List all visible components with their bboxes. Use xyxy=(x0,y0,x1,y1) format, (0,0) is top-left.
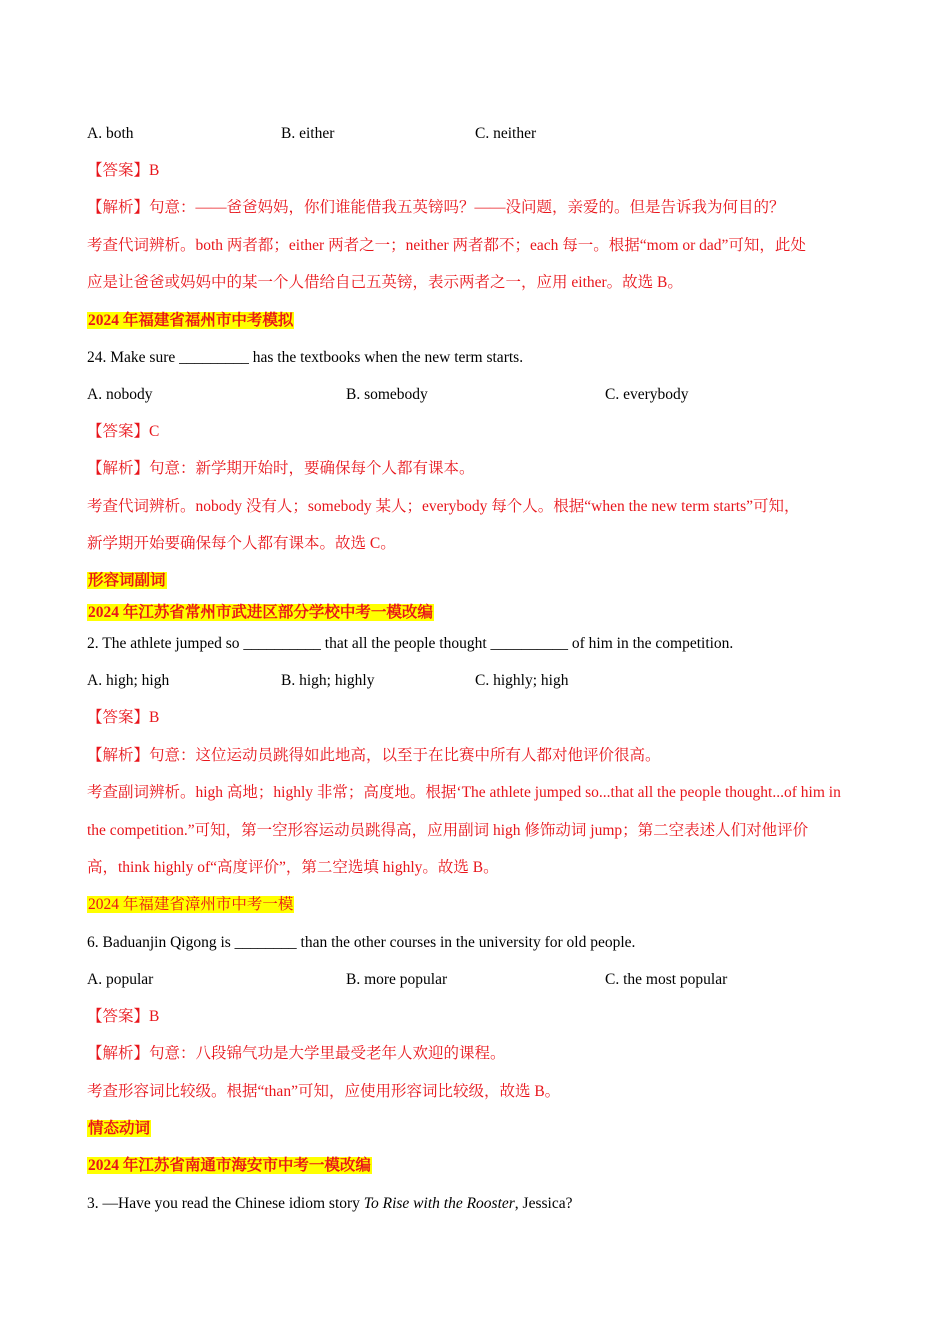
source-heading: 2024 年江苏省南通市海安市中考一模改编 xyxy=(88,1157,371,1174)
analysis-line: 【解析】句意：新学期开始时，要确保每个人都有课本。 xyxy=(87,460,475,477)
option-a: A. popular xyxy=(87,971,154,988)
option-a: A. both xyxy=(87,125,134,142)
analysis-line: 【解析】句意：——爸爸妈妈，你们谁能借我五英镑吗？——没问题，亲爱的。但是告诉我为何目的？ xyxy=(87,199,785,216)
source-heading: 2024 年福建省福州市中考模拟 xyxy=(88,312,294,329)
option-c: C. highly; high xyxy=(475,672,569,689)
option-b: B. somebody xyxy=(346,386,428,403)
option-c: C. everybody xyxy=(605,386,689,403)
question-stem: 24. Make sure _________ has the textbooks when the new term starts. xyxy=(87,349,524,366)
question-stem: 2. The athlete jumped so __________ that all the people thought __________ of him in the competition. xyxy=(87,635,734,652)
analysis-line: 【解析】句意：八段锦气功是大学里最受老年人欢迎的课程。 xyxy=(87,1045,506,1062)
options-row xyxy=(87,969,867,991)
analysis-line: 高，think highly of“高度评价”，第二空选填 highly。故选 B。 xyxy=(87,859,499,876)
source-heading: 2024 年江苏省常州市武进区部分学校中考一模改编 xyxy=(88,604,433,621)
answer-label: 【答案】B xyxy=(87,1008,160,1025)
option-c: C. neither xyxy=(475,125,537,142)
option-a: A. high; high xyxy=(87,672,170,689)
analysis-line: 新学期开始要确保每个人都有课本。故选 C。 xyxy=(87,535,396,552)
analysis-line: 考查代词辨析。both 两者都；either 两者之一；neither 两者都不；each 每一。根据“mom or dad”可知，此处 xyxy=(87,237,806,254)
option-b: B. either xyxy=(281,125,335,142)
source-heading: 2024 年福建省漳州市中考一模 xyxy=(88,896,294,913)
answer-label: 【答案】C xyxy=(87,423,160,440)
analysis-line: 考查代词辨析。nobody 没有人；somebody 某人；everybody 每个人。根据“when the new term starts”可知， xyxy=(87,498,800,515)
answer-label: 【答案】B xyxy=(87,709,160,726)
option-a: A. nobody xyxy=(87,386,153,403)
question-stem: 3. —Have you read the Chinese idiom story To Rise with the Rooster, Jessica? xyxy=(87,1195,573,1212)
option-c: C. the most popular xyxy=(605,971,728,988)
options-row xyxy=(87,670,867,692)
section-heading: 情态动词 xyxy=(88,1120,151,1137)
question-stem: 6. Baduanjin Qigong is ________ than the other courses in the university for old people. xyxy=(87,934,636,951)
section-heading: 形容词副词 xyxy=(88,572,166,589)
idiom-title: To Rise with the Rooster xyxy=(363,1195,515,1212)
analysis-line: 考查副词辨析。high 高地；highly 非常；高度地。根据‘The athlete jumped so...that all the people thought...of him in xyxy=(87,784,841,801)
analysis-line: the competition.”可知，第一空形容运动员跳得高，应用副词 high 修饰动词 jump；第二空表述人们对他评价 xyxy=(87,822,809,839)
analysis-line: 【解析】句意：这位运动员跳得如此地高，以至于在比赛中所有人都对他评价很高。 xyxy=(87,747,661,764)
answer-label: 【答案】B xyxy=(87,162,160,179)
analysis-line: 应是让爸爸或妈妈中的某一个人借给自己五英镑，表示两者之一，应用 either。故选 B。 xyxy=(87,274,683,291)
option-b: B. high; highly xyxy=(281,672,375,689)
options-row xyxy=(87,123,867,145)
analysis-line: 考查形容词比较级。根据“than”可知，应使用形容词比较级，故选 B。 xyxy=(87,1083,561,1100)
option-b: B. more popular xyxy=(346,971,448,988)
options-row xyxy=(87,384,867,406)
